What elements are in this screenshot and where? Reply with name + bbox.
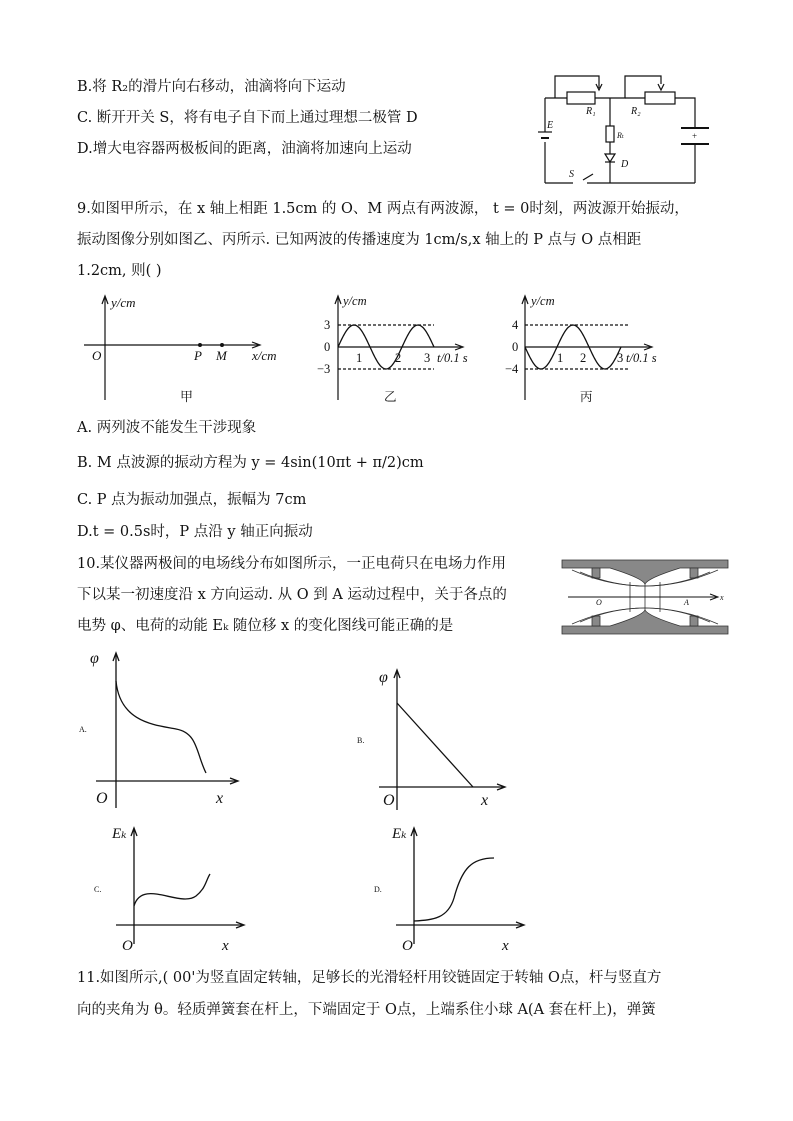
- q9-option-b: B. M 点波源的振动方程为 y = 4sin(10πt + π/2)cm: [77, 455, 424, 471]
- jia-caption: 甲: [180, 389, 194, 404]
- q10-graph-a: [76, 643, 251, 813]
- q9-figure-bing: [500, 292, 670, 407]
- q9-stem-line3: 1.2cm, 则( ): [77, 263, 162, 279]
- circuit-label-r1: R₁: [586, 106, 596, 117]
- bing-tick-1: 1: [557, 351, 564, 365]
- yi-origin-tick: 0: [324, 340, 331, 354]
- graph-d-option: D.: [374, 885, 382, 894]
- graph-d-ylabel: Eₖ: [392, 826, 407, 842]
- q8-option-b: B.将 R₂的滑片向右移动，油滴将向下运动: [77, 79, 346, 95]
- circuit-label-plus: +: [692, 131, 698, 141]
- jia-point-m: M: [216, 348, 227, 363]
- graph-a-option: A.: [79, 725, 87, 734]
- circuit-label-d: D: [621, 159, 629, 170]
- graph-c-option: C.: [94, 885, 102, 894]
- graph-d-origin: O: [402, 938, 413, 954]
- circuit-label-e: E: [547, 120, 554, 131]
- bing-xlabel: t/0.1 s: [626, 351, 657, 365]
- q11-stem-line2: 向的夹角为 θ。轻质弹簧套在杆上，下端固定于 O点，上端系住小球 A(A 套在杆上)，弹簧: [77, 1002, 656, 1018]
- q10-graph-b: [353, 660, 528, 812]
- bing-ylabel: y/cm: [531, 294, 555, 308]
- bing-tick-2: 2: [580, 351, 587, 365]
- q9-option-d: D.t = 0.5s时，P 点沿 y 轴正向振动: [77, 524, 313, 540]
- field-label-o: O: [596, 598, 602, 607]
- bing-amp-neg: −4: [505, 362, 519, 376]
- yi-tick-1: 1: [356, 351, 363, 365]
- circuit-label-r2: R₂: [631, 106, 641, 117]
- q11-stem-line1: 11.如图所示,( 00'为竖直固定转轴，足够长的光滑轻杆用铰链固定于转轴 O点，杆与竖直方: [77, 970, 662, 986]
- field-label-a: A: [684, 598, 689, 607]
- yi-ylabel: y/cm: [343, 294, 367, 308]
- graph-a-origin: O: [96, 790, 108, 807]
- graph-b-origin: O: [383, 792, 395, 809]
- yi-tick-3: 3: [424, 351, 431, 365]
- field-label-x: x: [720, 593, 724, 602]
- circuit-diagram: [535, 70, 715, 190]
- jia-xlabel: x/cm: [252, 348, 277, 363]
- q10-stem-line1: 10.某仪器两极间的电场线分布如图所示，一正电荷只在电场力作用: [77, 556, 507, 572]
- q8-option-d: D.增大电容器两极板间的距离，油滴将加速向上运动: [77, 141, 412, 157]
- q10-graph-c: [90, 818, 260, 958]
- q10-stem-line3: 电势 φ、电荷的动能 Eₖ 随位移 x 的变化图线可能正确的是: [77, 618, 454, 634]
- q10-stem-line2: 下以某一初速度沿 x 方向运动. 从 O 到 A 运动过程中，关于各点的: [77, 587, 507, 603]
- bing-amp-pos: 4: [512, 318, 519, 332]
- bing-origin-tick: 0: [512, 340, 519, 354]
- yi-amp-pos: 3: [324, 318, 331, 332]
- yi-caption: 乙: [384, 390, 397, 404]
- jia-origin: O: [92, 348, 102, 363]
- q9-option-a: A. 两列波不能发生干涉现象: [77, 420, 257, 436]
- circuit-label-s: S: [569, 169, 574, 180]
- q9-stem-line1: 9.如图甲所示，在 x 轴上相距 1.5cm 的 O、M 两点有两波源， t = 0时刻，两波源开始振动，: [77, 201, 689, 217]
- graph-c-xlabel: x: [222, 938, 229, 954]
- q9-option-c: C. P 点为振动加强点，振幅为 7cm: [77, 492, 307, 508]
- graph-c-origin: O: [122, 938, 133, 954]
- yi-amp-neg: −3: [317, 362, 331, 376]
- graph-c-ylabel: Eₖ: [112, 826, 127, 842]
- q9-figure-jia: [80, 292, 295, 407]
- jia-point-p: P: [194, 348, 202, 363]
- q10-graph-d: [370, 818, 540, 958]
- q8-option-c: C. 断开开关 S，将有电子自下而上通过理想二极管 D: [77, 110, 418, 126]
- graph-d-xlabel: x: [502, 938, 509, 954]
- graph-a-ylabel: φ: [90, 650, 99, 667]
- yi-tick-2: 2: [395, 351, 402, 365]
- yi-xlabel: t/0.1 s: [437, 351, 468, 365]
- graph-b-ylabel: φ: [379, 669, 388, 686]
- graph-b-option: B.: [357, 736, 365, 745]
- graph-a-xlabel: x: [216, 790, 224, 807]
- q9-stem-line2: 振动图像分别如图乙、丙所示. 已知两波的传播速度为 1cm/s,x 轴上的 P 点与 O 点相距: [77, 232, 642, 248]
- bing-tick-3: 3: [617, 351, 624, 365]
- q10-field-figure: [560, 558, 730, 636]
- graph-b-xlabel: x: [481, 792, 489, 809]
- q9-figure-yi: [316, 292, 476, 407]
- bing-caption: 丙: [580, 390, 593, 404]
- jia-ylabel: y/cm: [111, 295, 136, 310]
- circuit-label-rt: Rₜ: [617, 131, 624, 140]
